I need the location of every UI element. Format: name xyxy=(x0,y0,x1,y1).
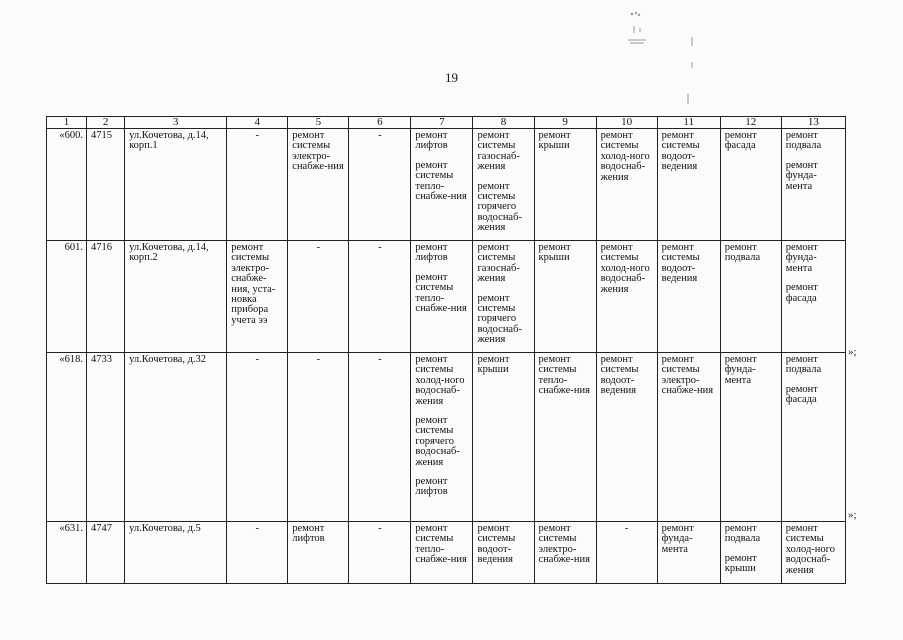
table-row xyxy=(47,353,846,522)
work-item: ремонт подвала xyxy=(724,523,761,545)
work-item: ремонт системы газоснаб-жения xyxy=(477,130,520,173)
header-cell-12: 12 xyxy=(720,117,781,129)
work-cell: - xyxy=(349,353,411,522)
work-cell: ремонт фасада xyxy=(720,129,781,241)
work-item: ремонт системы газоснаб-жения xyxy=(477,242,520,285)
header-cell-11: 11 xyxy=(657,117,720,129)
page-number: 19 xyxy=(445,70,458,85)
work-cell: - xyxy=(349,522,411,584)
work-item: ремонт системы горячего водоснаб-жения xyxy=(415,415,460,468)
work-item: ремонт фунда-мента xyxy=(785,242,818,274)
object-code: 4747 xyxy=(87,522,125,584)
work-cell: ремонт системы водоот-ведения xyxy=(473,522,534,584)
object-code: 4715 xyxy=(87,129,125,241)
work-cell xyxy=(473,129,534,241)
work-item: ремонт системы тепло-снабже-ния xyxy=(415,159,467,203)
header-cell-9: 9 xyxy=(534,117,596,129)
work-cell: ремонт системы электро-снабже-ния xyxy=(657,353,720,522)
work-cell: ремонт системы водоот-ведения xyxy=(596,353,657,522)
work-item: ремонт системы холод-ного водоснаб-жения xyxy=(415,354,465,407)
work-cell: ремонт системы электро-снабже-ния xyxy=(534,522,596,584)
address: ул.Кочетова, д.32 xyxy=(125,353,227,522)
work-cell: ремонт крыши xyxy=(534,129,596,241)
address: ул.Кочетова, д.14, корп.1 xyxy=(125,129,227,241)
work-cell: ремонт подвала xyxy=(720,241,781,353)
header-cell-4: 4 xyxy=(227,117,288,129)
work-cell xyxy=(411,241,473,353)
work-item: ремонт фунда-мента xyxy=(785,159,818,192)
work-cell: - xyxy=(288,241,349,353)
work-item: ремонт фасада xyxy=(785,383,818,406)
row-number: «631. xyxy=(47,522,87,584)
work-item: ремонт системы горячего водоснаб-жения xyxy=(477,180,522,234)
work-item: ремонт подвала xyxy=(785,354,822,376)
address: ул.Кочетова, д.14, корп.2 xyxy=(125,241,227,353)
work-cell: - xyxy=(227,129,288,241)
work-cell xyxy=(781,353,845,522)
address: ул.Кочетова, д.5 xyxy=(125,522,227,584)
work-item: ремонт лифтов xyxy=(415,242,448,264)
work-cell: ремонт фунда-мента xyxy=(657,522,720,584)
work-item: ремонт лифтов xyxy=(415,130,448,152)
work-cell xyxy=(411,129,473,241)
header-cell-2: 2 xyxy=(87,117,125,129)
work-cell xyxy=(473,241,534,353)
header-cell-13: 13 xyxy=(781,117,845,129)
work-cell: ремонт системы электро-снабже-ния xyxy=(288,129,349,241)
header-cell-5: 5 xyxy=(288,117,349,129)
work-cell: ремонт системы водоот-ведения xyxy=(657,241,720,353)
table-row xyxy=(47,522,846,584)
work-cell: - xyxy=(227,522,288,584)
work-cell: ремонт системы электро-снабже-ния, уста-новка прибора учета ээ xyxy=(227,241,288,353)
header-row xyxy=(47,117,846,129)
scan-noise-marks xyxy=(618,6,708,116)
work-cell xyxy=(411,353,473,522)
header-cell-6: 6 xyxy=(349,117,411,129)
table-row xyxy=(47,241,846,353)
row-number: «600. xyxy=(47,129,87,241)
header-cell-8: 8 xyxy=(473,117,534,129)
work-cell: ремонт системы водоот-ведения xyxy=(657,129,720,241)
work-item: ремонт подвала xyxy=(785,130,822,152)
header-cell-1: 1 xyxy=(47,117,87,129)
row-closing-quote: »; xyxy=(848,509,857,521)
row-number: 601. xyxy=(47,241,87,353)
work-cell: ремонт фунда-мента xyxy=(720,353,781,522)
work-cell: ремонт системы холод-ного водоснаб-жения xyxy=(596,241,657,353)
work-cell: - xyxy=(227,353,288,522)
row-closing-quote: »; xyxy=(848,346,857,358)
work-item: ремонт лифтов xyxy=(415,476,448,498)
row-number: «618. xyxy=(47,353,87,522)
work-cell: - xyxy=(349,129,411,241)
work-item: ремонт системы тепло-снабже-ния xyxy=(415,271,467,315)
object-code: 4716 xyxy=(87,241,125,353)
repair-schedule-table xyxy=(46,116,846,584)
work-cell: ремонт крыши xyxy=(534,241,596,353)
work-item: ремонт фасада xyxy=(785,282,818,304)
table-row xyxy=(47,129,846,241)
work-item: ремонт системы горячего водоснаб-жения xyxy=(477,292,522,346)
work-item: ремонт крыши xyxy=(724,552,757,575)
work-cell xyxy=(720,522,781,584)
header-cell-7: 7 xyxy=(411,117,473,129)
header-cell-10: 10 xyxy=(596,117,657,129)
work-cell: - xyxy=(596,522,657,584)
work-cell: ремонт системы холод-ного водоснаб-жения xyxy=(596,129,657,241)
header-cell-3: 3 xyxy=(125,117,227,129)
work-cell: ремонт системы тепло-снабже-ния xyxy=(534,353,596,522)
work-cell: ремонт крыши xyxy=(473,353,534,522)
object-code: 4733 xyxy=(87,353,125,522)
work-cell: ремонт системы тепло-снабже-ния xyxy=(411,522,473,584)
work-cell xyxy=(781,129,845,241)
work-cell xyxy=(781,241,845,353)
work-cell: ремонт системы холод-ного водоснаб-жения xyxy=(781,522,845,584)
work-cell: - xyxy=(349,241,411,353)
work-cell: - xyxy=(288,353,349,522)
work-cell: ремонт лифтов xyxy=(288,522,349,584)
